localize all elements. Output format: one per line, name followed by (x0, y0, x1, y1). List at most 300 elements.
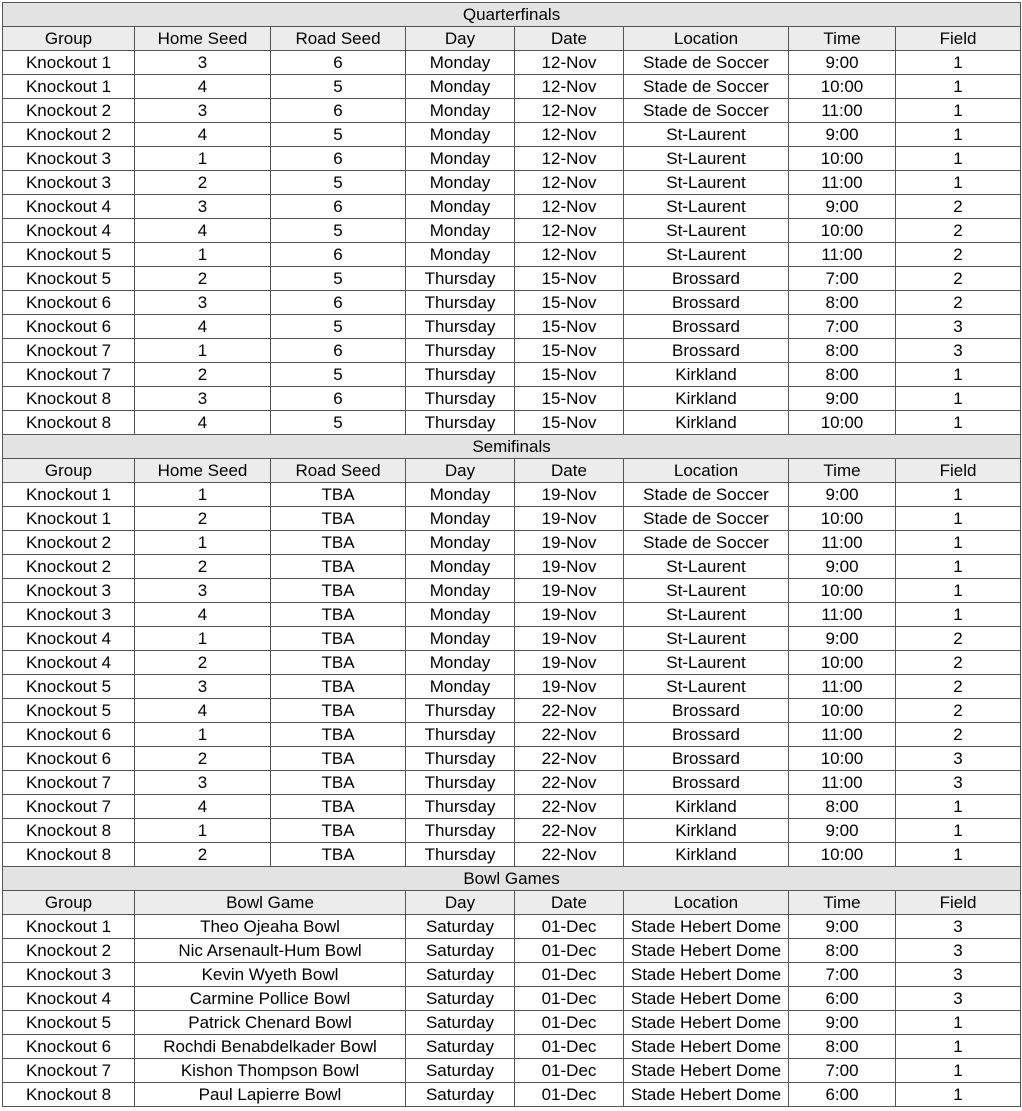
table-cell[interactable]: St-Laurent (624, 219, 789, 243)
table-cell[interactable]: 1 (896, 555, 1021, 579)
table-cell[interactable]: 01-Dec (515, 1083, 624, 1107)
table-cell[interactable]: 22-Nov (515, 723, 624, 747)
table-cell[interactable]: TBA (271, 579, 406, 603)
table-cell[interactable]: Knockout 2 (3, 939, 135, 963)
table-cell[interactable]: 10:00 (789, 651, 896, 675)
table-cell[interactable]: Stade Hebert Dome (624, 1011, 789, 1035)
table-cell[interactable]: Knockout 7 (3, 363, 135, 387)
table-cell[interactable]: Brossard (624, 315, 789, 339)
table-cell[interactable]: 3 (135, 579, 271, 603)
table-cell[interactable]: 01-Dec (515, 1035, 624, 1059)
table-cell[interactable]: 1 (896, 75, 1021, 99)
table-cell[interactable]: 19-Nov (515, 603, 624, 627)
table-cell[interactable]: Stade de Soccer (624, 99, 789, 123)
table-cell[interactable]: Monday (406, 51, 515, 75)
table-cell[interactable]: 7:00 (789, 963, 896, 987)
table-cell[interactable]: 1 (135, 723, 271, 747)
table-cell[interactable]: 9:00 (789, 819, 896, 843)
table-cell[interactable]: 3 (896, 771, 1021, 795)
table-cell[interactable]: TBA (271, 483, 406, 507)
table-cell[interactable]: 19-Nov (515, 675, 624, 699)
table-cell[interactable]: Thursday (406, 291, 515, 315)
table-cell[interactable]: Knockout 2 (3, 555, 135, 579)
table-cell[interactable]: 22-Nov (515, 819, 624, 843)
table-cell[interactable]: Thursday (406, 771, 515, 795)
table-cell[interactable]: 12-Nov (515, 123, 624, 147)
table-cell[interactable]: Knockout 5 (3, 267, 135, 291)
table-cell[interactable]: Monday (406, 219, 515, 243)
table-cell[interactable]: 12-Nov (515, 99, 624, 123)
table-cell[interactable]: 1 (896, 603, 1021, 627)
table-cell[interactable]: 1 (135, 147, 271, 171)
table-cell[interactable]: 2 (896, 651, 1021, 675)
table-cell[interactable]: Kirkland (624, 795, 789, 819)
column-header[interactable]: Road Seed (271, 459, 406, 483)
table-cell[interactable]: 4 (135, 411, 271, 435)
table-cell[interactable]: Thursday (406, 723, 515, 747)
table-cell[interactable]: Knockout 7 (3, 339, 135, 363)
table-cell[interactable]: 8:00 (789, 339, 896, 363)
table-cell[interactable]: 19-Nov (515, 651, 624, 675)
table-cell[interactable]: 9:00 (789, 387, 896, 411)
table-cell[interactable]: 15-Nov (515, 387, 624, 411)
table-cell[interactable]: 11:00 (789, 675, 896, 699)
table-cell[interactable]: Knockout 3 (3, 603, 135, 627)
table-cell[interactable]: 9:00 (789, 195, 896, 219)
table-cell[interactable]: Monday (406, 555, 515, 579)
table-cell[interactable]: Monday (406, 99, 515, 123)
table-cell[interactable]: Knockout 2 (3, 531, 135, 555)
table-cell[interactable]: 1 (896, 387, 1021, 411)
table-cell[interactable]: St-Laurent (624, 243, 789, 267)
table-cell[interactable]: Thursday (406, 387, 515, 411)
table-cell[interactable]: Thursday (406, 411, 515, 435)
table-cell[interactable]: St-Laurent (624, 123, 789, 147)
table-cell[interactable]: Saturday (406, 1059, 515, 1083)
table-cell[interactable]: 2 (135, 267, 271, 291)
table-cell[interactable]: 3 (135, 195, 271, 219)
column-header[interactable]: Group (3, 891, 135, 915)
table-cell[interactable]: 2 (135, 555, 271, 579)
table-cell[interactable]: Stade Hebert Dome (624, 987, 789, 1011)
table-cell[interactable]: Knockout 8 (3, 387, 135, 411)
table-cell[interactable]: 01-Dec (515, 1059, 624, 1083)
table-cell[interactable]: Carmine Pollice Bowl (135, 987, 406, 1011)
table-cell[interactable]: 1 (896, 795, 1021, 819)
table-cell[interactable]: 12-Nov (515, 51, 624, 75)
table-cell[interactable]: 1 (896, 531, 1021, 555)
table-cell[interactable]: TBA (271, 819, 406, 843)
column-header[interactable]: Date (515, 891, 624, 915)
table-cell[interactable]: Knockout 5 (3, 1011, 135, 1035)
table-cell[interactable]: Knockout 6 (3, 291, 135, 315)
column-header[interactable]: Location (624, 459, 789, 483)
table-cell[interactable]: 1 (135, 243, 271, 267)
table-cell[interactable]: Knockout 8 (3, 819, 135, 843)
table-cell[interactable]: 3 (896, 747, 1021, 771)
table-cell[interactable]: TBA (271, 843, 406, 867)
column-header[interactable]: Home Seed (135, 459, 271, 483)
column-header[interactable]: Date (515, 459, 624, 483)
table-cell[interactable]: St-Laurent (624, 603, 789, 627)
table-cell[interactable]: 2 (135, 747, 271, 771)
table-cell[interactable]: 9:00 (789, 1011, 896, 1035)
column-header[interactable]: Field (896, 891, 1021, 915)
table-cell[interactable]: 1 (135, 483, 271, 507)
table-cell[interactable]: 5 (271, 363, 406, 387)
table-cell[interactable]: Kirkland (624, 843, 789, 867)
table-cell[interactable]: 19-Nov (515, 579, 624, 603)
table-cell[interactable]: 11:00 (789, 99, 896, 123)
table-cell[interactable]: 9:00 (789, 915, 896, 939)
table-cell[interactable]: Knockout 4 (3, 987, 135, 1011)
table-cell[interactable]: 1 (896, 1059, 1021, 1083)
table-cell[interactable]: Knockout 1 (3, 483, 135, 507)
table-cell[interactable]: Knockout 3 (3, 579, 135, 603)
table-cell[interactable]: 2 (896, 195, 1021, 219)
table-cell[interactable]: 5 (271, 411, 406, 435)
table-cell[interactable]: Stade de Soccer (624, 507, 789, 531)
table-cell[interactable]: 3 (896, 339, 1021, 363)
table-cell[interactable]: 3 (135, 291, 271, 315)
table-cell[interactable]: 12-Nov (515, 75, 624, 99)
table-cell[interactable]: Knockout 7 (3, 1059, 135, 1083)
table-cell[interactable]: 6 (271, 147, 406, 171)
table-cell[interactable]: 5 (271, 267, 406, 291)
table-cell[interactable]: 1 (896, 579, 1021, 603)
table-cell[interactable]: 11:00 (789, 771, 896, 795)
table-cell[interactable]: 22-Nov (515, 747, 624, 771)
table-cell[interactable]: 1 (896, 483, 1021, 507)
table-cell[interactable]: 11:00 (789, 171, 896, 195)
table-cell[interactable]: 5 (271, 171, 406, 195)
table-cell[interactable]: Saturday (406, 963, 515, 987)
table-cell[interactable]: Kirkland (624, 387, 789, 411)
table-cell[interactable]: TBA (271, 651, 406, 675)
table-cell[interactable]: 2 (135, 363, 271, 387)
table-cell[interactable]: 15-Nov (515, 363, 624, 387)
table-cell[interactable]: Monday (406, 651, 515, 675)
table-cell[interactable]: 10:00 (789, 843, 896, 867)
column-header[interactable]: Location (624, 27, 789, 51)
table-cell[interactable]: Monday (406, 171, 515, 195)
table-cell[interactable]: Patrick Chenard Bowl (135, 1011, 406, 1035)
table-cell[interactable]: 11:00 (789, 723, 896, 747)
table-cell[interactable]: 5 (271, 315, 406, 339)
table-cell[interactable]: Saturday (406, 939, 515, 963)
table-cell[interactable]: TBA (271, 627, 406, 651)
table-cell[interactable]: Knockout 5 (3, 243, 135, 267)
table-cell[interactable]: 3 (135, 771, 271, 795)
table-cell[interactable]: Monday (406, 531, 515, 555)
column-header[interactable]: Home Seed (135, 27, 271, 51)
table-cell[interactable]: 22-Nov (515, 795, 624, 819)
table-cell[interactable]: 22-Nov (515, 699, 624, 723)
table-cell[interactable]: Knockout 4 (3, 219, 135, 243)
table-cell[interactable]: Knockout 8 (3, 1083, 135, 1107)
table-cell[interactable]: St-Laurent (624, 675, 789, 699)
table-cell[interactable]: Nic Arsenault-Hum Bowl (135, 939, 406, 963)
table-cell[interactable]: 1 (896, 1083, 1021, 1107)
table-cell[interactable]: Monday (406, 483, 515, 507)
table-cell[interactable]: 15-Nov (515, 339, 624, 363)
column-header[interactable]: Field (896, 459, 1021, 483)
table-cell[interactable]: Stade Hebert Dome (624, 915, 789, 939)
table-cell[interactable]: 6 (271, 291, 406, 315)
table-cell[interactable]: Kevin Wyeth Bowl (135, 963, 406, 987)
table-cell[interactable]: Monday (406, 147, 515, 171)
table-cell[interactable]: St-Laurent (624, 171, 789, 195)
table-cell[interactable]: Monday (406, 603, 515, 627)
table-cell[interactable]: 4 (135, 795, 271, 819)
table-cell[interactable]: 5 (271, 219, 406, 243)
table-cell[interactable]: Knockout 3 (3, 963, 135, 987)
table-cell[interactable]: 7:00 (789, 315, 896, 339)
column-header[interactable]: Road Seed (271, 27, 406, 51)
table-cell[interactable]: Saturday (406, 1011, 515, 1035)
table-cell[interactable]: Thursday (406, 747, 515, 771)
table-cell[interactable]: Paul Lapierre Bowl (135, 1083, 406, 1107)
table-cell[interactable]: Thursday (406, 267, 515, 291)
table-cell[interactable]: 8:00 (789, 291, 896, 315)
column-header[interactable]: Time (789, 27, 896, 51)
table-cell[interactable]: Brossard (624, 771, 789, 795)
table-cell[interactable]: 2 (135, 843, 271, 867)
table-cell[interactable]: 1 (135, 627, 271, 651)
table-cell[interactable]: 3 (135, 51, 271, 75)
table-cell[interactable]: 5 (271, 123, 406, 147)
table-cell[interactable]: 1 (896, 411, 1021, 435)
table-cell[interactable]: 1 (896, 1011, 1021, 1035)
table-cell[interactable]: Knockout 2 (3, 99, 135, 123)
table-cell[interactable]: 4 (135, 75, 271, 99)
table-cell[interactable]: Brossard (624, 699, 789, 723)
table-cell[interactable]: Knockout 8 (3, 843, 135, 867)
table-cell[interactable]: 6 (271, 99, 406, 123)
table-cell[interactable]: 2 (135, 171, 271, 195)
table-cell[interactable]: 2 (135, 651, 271, 675)
table-cell[interactable]: 4 (135, 603, 271, 627)
column-header[interactable]: Day (406, 27, 515, 51)
table-cell[interactable]: 2 (896, 267, 1021, 291)
table-cell[interactable]: Knockout 1 (3, 51, 135, 75)
table-cell[interactable]: 9:00 (789, 627, 896, 651)
table-cell[interactable]: 10:00 (789, 75, 896, 99)
table-cell[interactable]: Knockout 1 (3, 507, 135, 531)
table-cell[interactable]: Thursday (406, 819, 515, 843)
table-cell[interactable]: Monday (406, 123, 515, 147)
table-cell[interactable]: TBA (271, 699, 406, 723)
table-cell[interactable]: 22-Nov (515, 771, 624, 795)
table-cell[interactable]: 7:00 (789, 267, 896, 291)
table-cell[interactable]: Knockout 3 (3, 171, 135, 195)
table-cell[interactable]: 10:00 (789, 219, 896, 243)
table-cell[interactable]: Stade Hebert Dome (624, 1083, 789, 1107)
table-cell[interactable]: Knockout 6 (3, 723, 135, 747)
table-cell[interactable]: 3 (135, 387, 271, 411)
table-cell[interactable]: Knockout 7 (3, 795, 135, 819)
table-cell[interactable]: Stade de Soccer (624, 483, 789, 507)
table-cell[interactable]: Knockout 3 (3, 147, 135, 171)
table-cell[interactable]: 2 (896, 243, 1021, 267)
table-cell[interactable]: Thursday (406, 795, 515, 819)
table-cell[interactable]: Thursday (406, 363, 515, 387)
table-cell[interactable]: Stade de Soccer (624, 531, 789, 555)
table-cell[interactable]: 19-Nov (515, 483, 624, 507)
table-cell[interactable]: 6 (271, 339, 406, 363)
table-cell[interactable]: 15-Nov (515, 411, 624, 435)
table-cell[interactable]: 1 (896, 819, 1021, 843)
table-cell[interactable]: Knockout 8 (3, 411, 135, 435)
table-cell[interactable]: 7:00 (789, 1059, 896, 1083)
table-cell[interactable]: 1 (896, 123, 1021, 147)
table-cell[interactable]: Knockout 6 (3, 1035, 135, 1059)
table-cell[interactable]: TBA (271, 531, 406, 555)
table-cell[interactable]: 15-Nov (515, 291, 624, 315)
table-cell[interactable]: 12-Nov (515, 219, 624, 243)
table-cell[interactable]: 12-Nov (515, 147, 624, 171)
table-cell[interactable]: Kirkland (624, 363, 789, 387)
table-cell[interactable]: TBA (271, 771, 406, 795)
table-cell[interactable]: 4 (135, 315, 271, 339)
table-cell[interactable]: 4 (135, 219, 271, 243)
table-cell[interactable]: Knockout 6 (3, 747, 135, 771)
table-cell[interactable]: 1 (896, 171, 1021, 195)
column-header[interactable]: Field (896, 27, 1021, 51)
table-cell[interactable]: 10:00 (789, 507, 896, 531)
column-header[interactable]: Date (515, 27, 624, 51)
table-cell[interactable]: Stade Hebert Dome (624, 1059, 789, 1083)
column-header[interactable]: Location (624, 891, 789, 915)
table-cell[interactable]: Saturday (406, 915, 515, 939)
column-header[interactable]: Day (406, 459, 515, 483)
table-cell[interactable]: Theo Ojeaha Bowl (135, 915, 406, 939)
table-cell[interactable]: 10:00 (789, 147, 896, 171)
table-cell[interactable]: Rochdi Benabdelkader Bowl (135, 1035, 406, 1059)
table-cell[interactable]: 1 (135, 339, 271, 363)
table-cell[interactable]: 11:00 (789, 603, 896, 627)
table-cell[interactable]: Knockout 1 (3, 75, 135, 99)
table-cell[interactable]: 2 (896, 675, 1021, 699)
table-cell[interactable]: 2 (896, 291, 1021, 315)
table-cell[interactable]: 11:00 (789, 243, 896, 267)
table-cell[interactable]: 1 (896, 1035, 1021, 1059)
table-cell[interactable]: TBA (271, 507, 406, 531)
table-cell[interactable]: 15-Nov (515, 315, 624, 339)
table-cell[interactable]: 3 (135, 675, 271, 699)
table-cell[interactable]: 1 (135, 531, 271, 555)
table-cell[interactable]: 2 (135, 507, 271, 531)
table-cell[interactable]: Stade de Soccer (624, 51, 789, 75)
table-cell[interactable]: Thursday (406, 339, 515, 363)
column-header[interactable]: Time (789, 891, 896, 915)
table-cell[interactable]: 8:00 (789, 795, 896, 819)
table-cell[interactable]: 5 (271, 75, 406, 99)
table-cell[interactable]: 9:00 (789, 51, 896, 75)
table-cell[interactable]: 1 (896, 147, 1021, 171)
table-cell[interactable]: Kishon Thompson Bowl (135, 1059, 406, 1083)
table-cell[interactable]: 10:00 (789, 579, 896, 603)
table-cell[interactable]: 1 (896, 507, 1021, 531)
table-cell[interactable]: 3 (896, 315, 1021, 339)
table-cell[interactable]: 19-Nov (515, 507, 624, 531)
table-cell[interactable]: Knockout 6 (3, 315, 135, 339)
table-cell[interactable]: 9:00 (789, 123, 896, 147)
table-cell[interactable]: 22-Nov (515, 843, 624, 867)
table-cell[interactable]: 11:00 (789, 531, 896, 555)
table-cell[interactable]: 2 (896, 219, 1021, 243)
table-cell[interactable]: 9:00 (789, 483, 896, 507)
table-cell[interactable]: Thursday (406, 315, 515, 339)
table-cell[interactable]: Stade Hebert Dome (624, 1035, 789, 1059)
table-cell[interactable]: St-Laurent (624, 555, 789, 579)
table-cell[interactable]: 19-Nov (515, 555, 624, 579)
table-cell[interactable]: St-Laurent (624, 627, 789, 651)
table-cell[interactable]: Thursday (406, 699, 515, 723)
table-cell[interactable]: Monday (406, 579, 515, 603)
table-cell[interactable]: Brossard (624, 339, 789, 363)
table-cell[interactable]: 1 (896, 843, 1021, 867)
table-cell[interactable]: Monday (406, 675, 515, 699)
table-cell[interactable]: Saturday (406, 1035, 515, 1059)
table-cell[interactable]: Thursday (406, 843, 515, 867)
table-cell[interactable]: 3 (135, 99, 271, 123)
table-cell[interactable]: Knockout 4 (3, 627, 135, 651)
table-cell[interactable]: Monday (406, 627, 515, 651)
table-cell[interactable]: 01-Dec (515, 939, 624, 963)
table-cell[interactable]: Knockout 5 (3, 699, 135, 723)
table-cell[interactable]: 6:00 (789, 1083, 896, 1107)
table-cell[interactable]: TBA (271, 747, 406, 771)
table-cell[interactable]: Knockout 7 (3, 771, 135, 795)
table-cell[interactable]: 1 (896, 51, 1021, 75)
table-cell[interactable]: St-Laurent (624, 147, 789, 171)
column-header[interactable]: Time (789, 459, 896, 483)
table-cell[interactable]: 2 (896, 723, 1021, 747)
table-cell[interactable]: Knockout 4 (3, 195, 135, 219)
column-header[interactable]: Group (3, 27, 135, 51)
table-cell[interactable]: Monday (406, 507, 515, 531)
table-cell[interactable]: Kirkland (624, 411, 789, 435)
table-cell[interactable]: TBA (271, 675, 406, 699)
table-cell[interactable]: St-Laurent (624, 579, 789, 603)
column-header[interactable]: Day (406, 891, 515, 915)
table-cell[interactable]: Kirkland (624, 819, 789, 843)
table-cell[interactable]: 8:00 (789, 1035, 896, 1059)
table-cell[interactable]: TBA (271, 723, 406, 747)
table-cell[interactable]: Monday (406, 75, 515, 99)
table-cell[interactable]: 01-Dec (515, 1011, 624, 1035)
table-cell[interactable]: 6 (271, 387, 406, 411)
table-cell[interactable]: Knockout 5 (3, 675, 135, 699)
table-cell[interactable]: TBA (271, 795, 406, 819)
table-cell[interactable]: 3 (896, 939, 1021, 963)
table-cell[interactable]: Knockout 1 (3, 915, 135, 939)
table-cell[interactable]: 8:00 (789, 939, 896, 963)
table-cell[interactable]: Brossard (624, 723, 789, 747)
table-cell[interactable]: Stade de Soccer (624, 75, 789, 99)
table-cell[interactable]: 2 (896, 699, 1021, 723)
table-cell[interactable]: Brossard (624, 291, 789, 315)
table-cell[interactable]: 01-Dec (515, 987, 624, 1011)
table-cell[interactable]: 2 (896, 627, 1021, 651)
table-cell[interactable]: 10:00 (789, 747, 896, 771)
table-cell[interactable]: 10:00 (789, 411, 896, 435)
table-cell[interactable]: 01-Dec (515, 915, 624, 939)
table-cell[interactable]: 15-Nov (515, 267, 624, 291)
table-cell[interactable]: 1 (896, 99, 1021, 123)
table-cell[interactable]: TBA (271, 555, 406, 579)
